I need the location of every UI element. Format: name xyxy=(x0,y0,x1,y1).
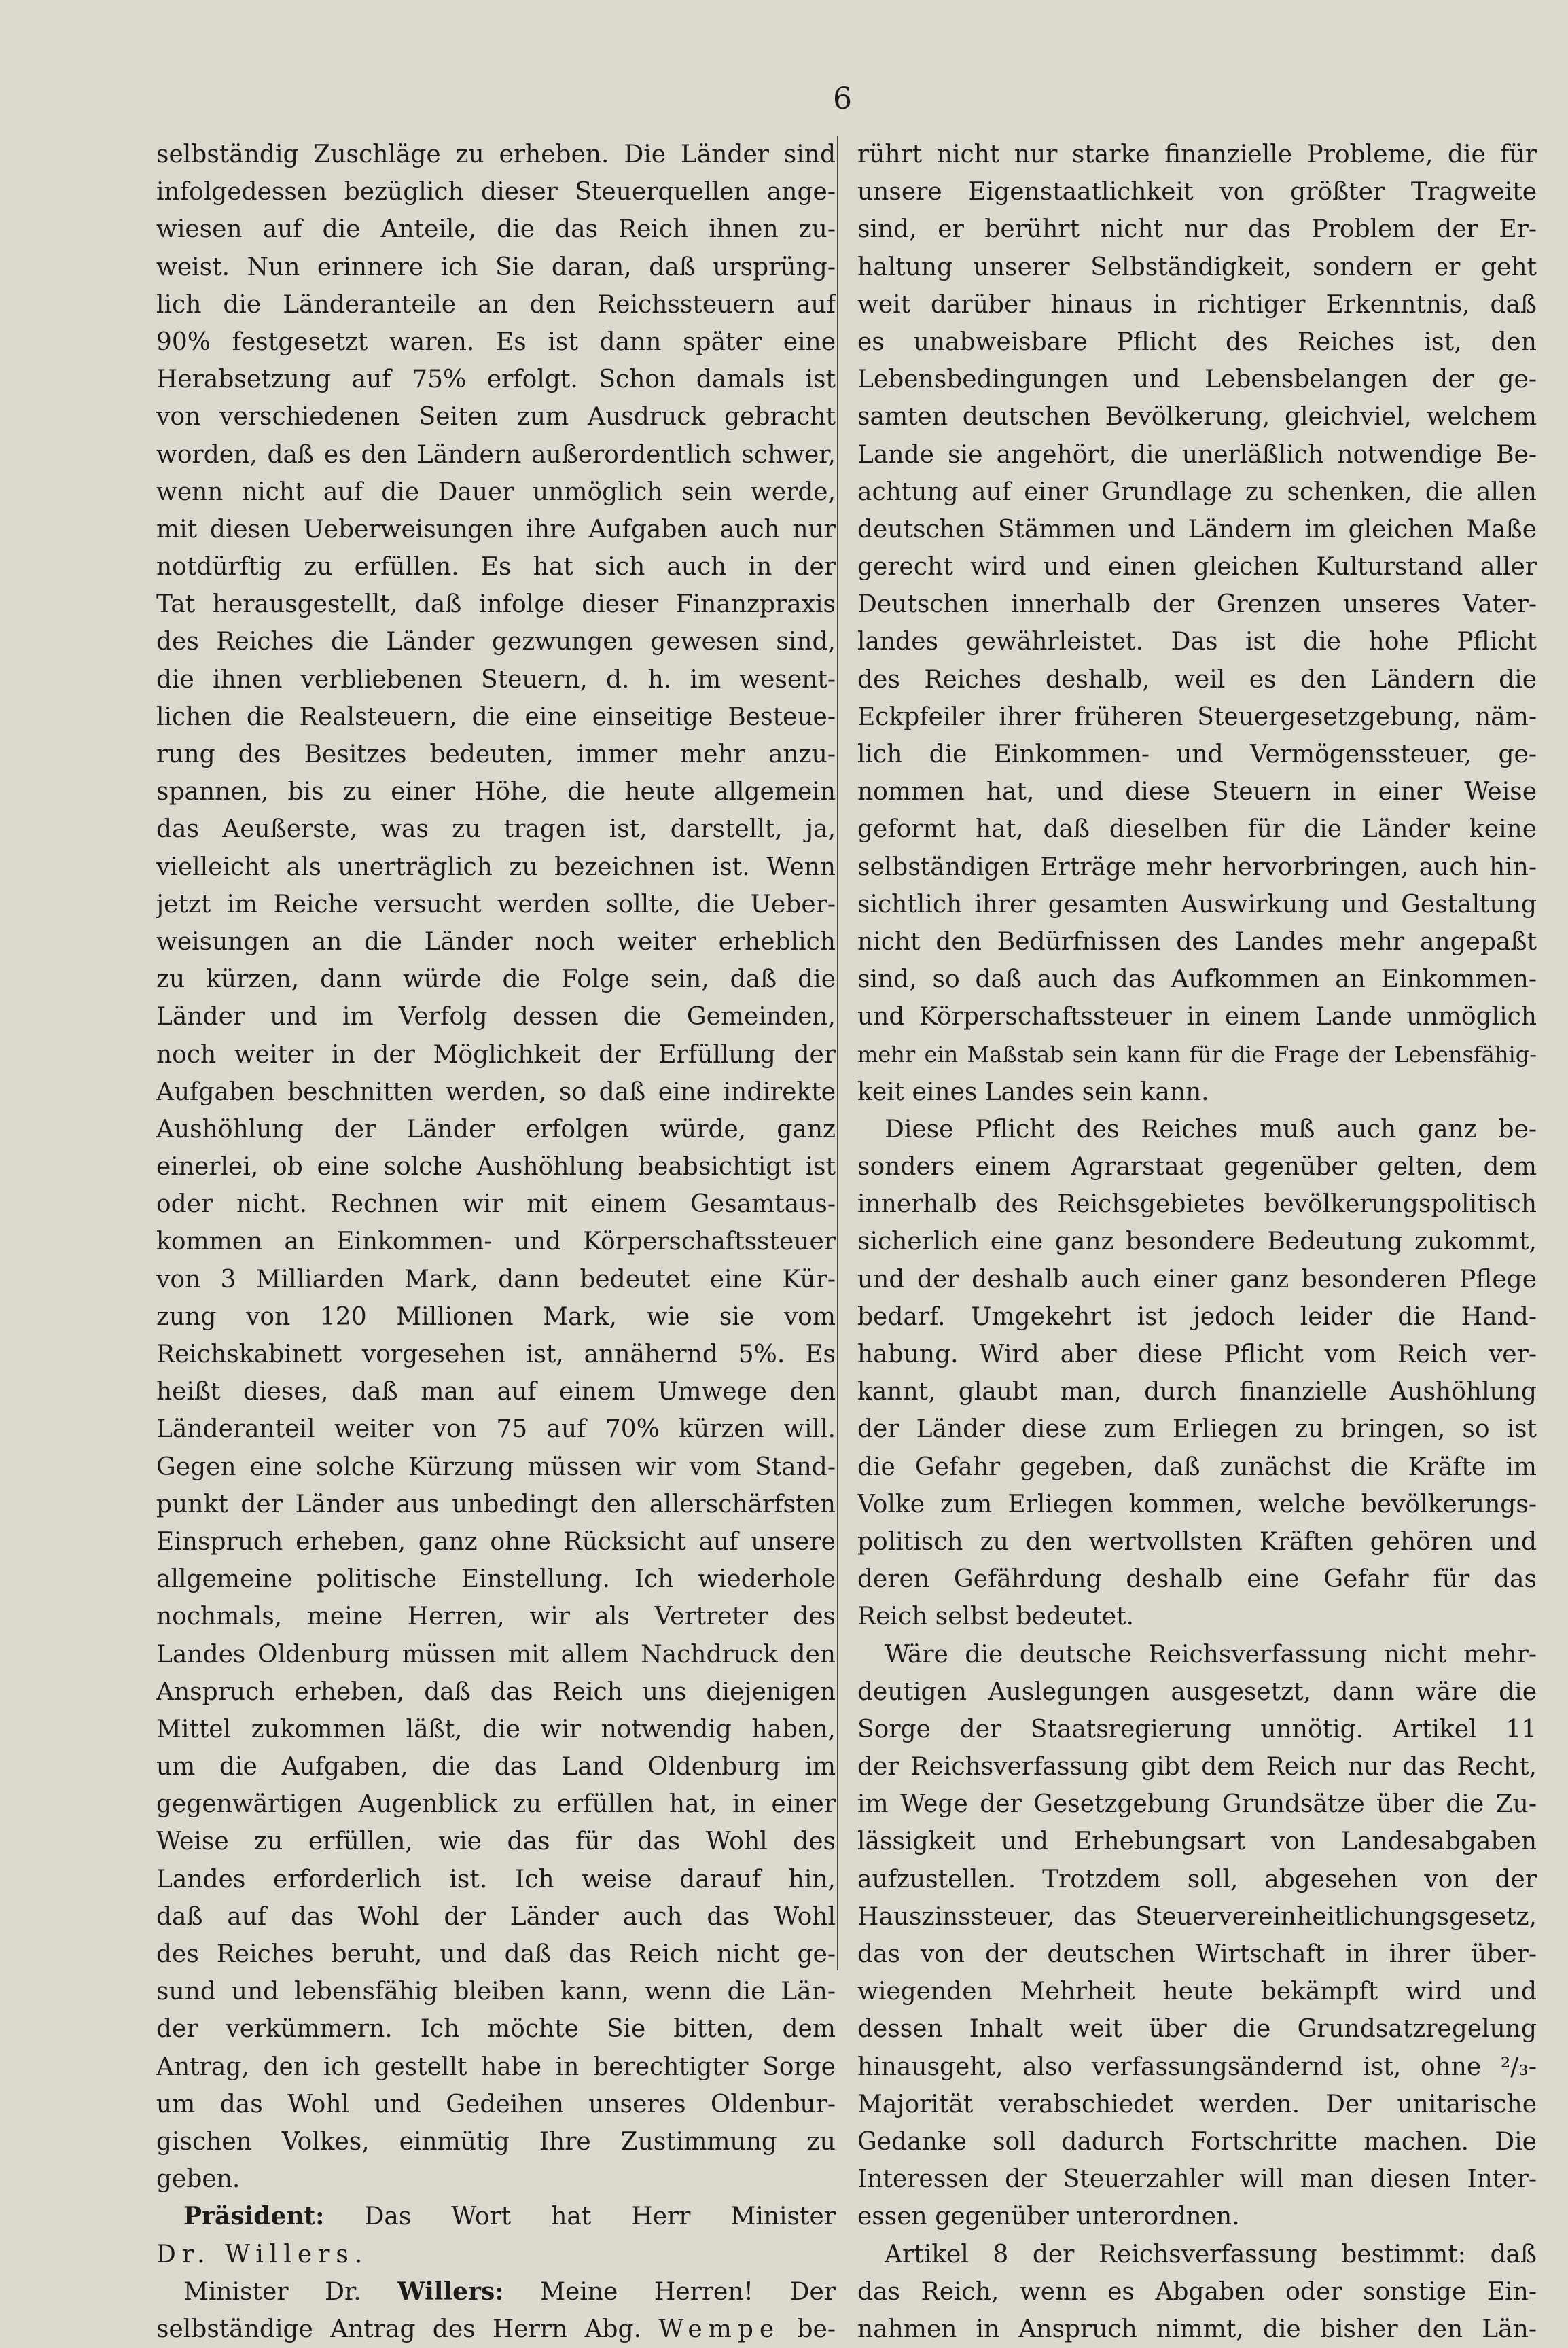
page-number: 6 xyxy=(833,82,852,116)
text-line: weist. Nun erinnere ich Sie daran, daß ursprüng- xyxy=(156,253,836,281)
text-line: des Reiches deshalb, weil es den Ländern die xyxy=(857,665,1537,694)
text-line: kommen an Einkommen- und Körperschaftssteuer xyxy=(156,1228,836,1256)
text-line: sund und lebensfähig bleiben kann, wenn die Län- xyxy=(156,1978,836,2006)
text-line: sichtlich ihrer gesamten Auswirkung und Gestaltung xyxy=(857,890,1537,919)
minister-name: Dr. Willers. xyxy=(156,2240,369,2269)
text-line: noch weiter in der Möglichkeit der Erfüllung der xyxy=(156,1040,836,1069)
text-line: keit eines Landes sein kann. xyxy=(857,1078,1209,1106)
text-line: um die Aufgaben, die das Land Oldenburg im xyxy=(156,1753,836,1781)
text-line: Landes erforderlich ist. Ich weise darauf hin, xyxy=(156,1865,836,1893)
text-line: Majorität verabschiedet werden. Der unitarische xyxy=(857,2090,1537,2118)
text-line: deren Gefährdung deshalb eine Gefahr für das xyxy=(857,1565,1537,1594)
text-line: selbständig Zuschläge zu erheben. Die Länder sind xyxy=(156,141,836,168)
text-line: rührt nicht nur starke finanzielle Probleme, die für xyxy=(857,141,1537,168)
text-line: allgemeine politische Einstellung. Ich wiederhole xyxy=(156,1565,836,1594)
text-line: habung. Wird aber diese Pflicht vom Reich ver- xyxy=(857,1340,1537,1368)
text-line: haltung unserer Selbständigkeit, sondern er geht xyxy=(857,253,1537,281)
text-line: des Reiches beruht, und daß das Reich nicht ge- xyxy=(156,1940,836,1968)
text-line: die Gefahr gegeben, daß zunächst die Kräfte im xyxy=(857,1453,1537,1481)
text-line: notdürftig zu erfüllen. Es hat sich auch in der xyxy=(156,553,836,582)
text-line: um das Wohl und Gedeihen unseres Oldenbur- xyxy=(156,2090,836,2118)
text-line: Gegen eine solche Kürzung müssen wir vom Stand- xyxy=(156,1453,836,1481)
text-line: Mittel zukommen läßt, die wir notwendig haben, xyxy=(156,1715,836,1743)
text-line: lich die Länderanteile an den Reichssteuern auf xyxy=(156,290,836,319)
president-line xyxy=(156,2198,836,2235)
text-line: Lande sie angehört, die unerläßlich notwendige Be- xyxy=(857,440,1537,469)
text-line: unsere Eigenstaatlichkeit von größter Tragweite xyxy=(857,178,1537,207)
text-line: geformt hat, daß dieselben für die Länder keine xyxy=(857,815,1537,844)
text-line: nahmen in Anspruch nimmt, die bisher den Län- xyxy=(857,2315,1537,2343)
text-line: es unabweisbare Pflicht des Reiches ist, den xyxy=(857,327,1537,356)
right-column-paragraphs xyxy=(857,136,1537,2348)
text-line: jetzt im Reiche versucht werden sollte, die Ueber- xyxy=(156,890,836,919)
text-line: infolgedessen bezüglich dieser Steuerquellen ange- xyxy=(156,178,836,207)
text-line: sind, er berührt nicht nur das Problem der Er- xyxy=(857,215,1537,244)
text-line: nommen hat, und diese Steuern in einer Weise xyxy=(857,778,1537,806)
text-line: sicherlich eine ganz besondere Bedeutung zukommt, xyxy=(857,1228,1537,1256)
text-line: lichen die Realsteuern, die eine einseitige Besteue- xyxy=(156,702,836,731)
text-line: Aushöhlung der Länder erfolgen würde, ganz xyxy=(156,1115,836,1143)
left-column-paragraph xyxy=(156,136,836,2198)
text-line: deutigen Auslegungen ausgesetzt, dann wäre die xyxy=(857,1677,1537,1706)
text-line: kannt, glaubt man, durch finanzielle Aushöhlung xyxy=(857,1378,1537,1406)
text-line: weit darüber hinaus in richtiger Erkenntnis, daß xyxy=(857,290,1537,319)
text-line: gegenwärtigen Augenblick zu erfüllen hat, in einer xyxy=(156,1790,836,1819)
text-line: Wäre die deutsche Reichsverfassung nicht mehr- xyxy=(885,1640,1537,1669)
text-line: politisch zu den wertvollsten Kräften gehören und xyxy=(857,1527,1537,1556)
text-line: vielleicht als unerträglich zu bezeichnen ist. Wenn xyxy=(156,853,836,881)
text-line: lässigkeit und Erhebungsart von Landesabgaben xyxy=(857,1828,1537,1856)
text-line: sind, so daß auch das Aufkommen an Einkommen- xyxy=(857,965,1537,994)
text-line: zung von 120 Millionen Mark, wie sie vom xyxy=(156,1302,836,1331)
text-line: nochmals, meine Herren, wir als Vertreter des xyxy=(156,1603,836,1631)
text-line: Deutschen innerhalb der Grenzen unseres Vater- xyxy=(857,590,1537,619)
text-line: Reichskabinett vorgesehen ist, annähernd 5%. Es xyxy=(156,1340,836,1368)
text-line: von 3 Milliarden Mark, dann bedeutet eine Kür- xyxy=(156,1265,836,1294)
text-line: Einspruch erheben, ganz ohne Rücksicht auf unsere xyxy=(156,1527,836,1556)
text-line: Länderanteil weiter von 75 auf 70% kürzen will. xyxy=(156,1415,836,1444)
text-line: landes gewährleistet. Das ist die hohe Pflicht xyxy=(857,628,1537,656)
text-line: zu kürzen, dann würde die Folge sein, daß die xyxy=(156,965,836,994)
text-line: im Wege der Gesetzgebung Grundsätze über die Zu- xyxy=(857,1790,1537,1819)
text-line: oder nicht. Rechnen wir mit einem Gesamtaus- xyxy=(156,1190,836,1219)
text-line: mehr ein Maßstab sein kann für die Frage der Lebensfähig- xyxy=(857,1041,1537,1067)
text-line: hinausgeht, also verfassungsändernd ist, ohne ²/₃- xyxy=(857,2052,1537,2081)
text-line: Länder und im Verfolg dessen die Gemeinden, xyxy=(156,1003,836,1031)
text-line: punkt der Länder aus unbedingt den allerschärfsten xyxy=(156,1490,836,1518)
text-line: wenn nicht auf die Dauer unmöglich sein werde, xyxy=(156,478,836,506)
text-line: und der deshalb auch einer ganz besonderen Pflege xyxy=(857,1265,1537,1294)
text-line: Hauszinssteuer, das Steuervereinheitlichungsgesetz, xyxy=(857,1902,1537,1931)
text-line: und Körperschaftssteuer in einem Lande unmöglich xyxy=(857,1003,1537,1031)
text-line: Weise zu erfüllen, wie das für das Wohl des xyxy=(156,1828,836,1856)
text-line: Anspruch erheben, daß das Reich uns diejenigen xyxy=(156,1677,836,1706)
text-line: Reich selbst bedeutet. xyxy=(857,1603,1135,1631)
text-line: weisungen an die Länder noch weiter erheblich xyxy=(156,927,836,956)
text-line: wiesen auf die Anteile, die das Reich ihnen zu- xyxy=(156,215,836,244)
text-line: Lebensbedingungen und Lebensbelangen der ge- xyxy=(857,366,1537,394)
text-line: deutschen Stämmen und Ländern im gleichen Maße xyxy=(857,515,1537,544)
text-line: das Reich, wenn es Abgaben oder sonstige Ein- xyxy=(857,2277,1537,2306)
minister-line-2 xyxy=(156,2311,836,2348)
text-line: gerecht wird und einen gleichen Kulturstand aller xyxy=(857,553,1537,582)
text-line: mit diesen Ueberweisungen ihre Aufgaben auch nur xyxy=(156,515,836,544)
text-line: dessen Inhalt weit über die Grundsatzregelung xyxy=(857,2015,1537,2044)
text-line: geben. xyxy=(156,2165,240,2194)
speaker-label-minister: Willers: xyxy=(397,2277,504,2306)
text-line: bedarf. Umgekehrt ist jedoch leider die Hand- xyxy=(857,1302,1537,1331)
speaker-label-president: Präsident: xyxy=(183,2202,325,2231)
right-column xyxy=(857,136,1537,2348)
minister-prefix: Minister Dr. xyxy=(183,2277,361,2306)
text-line: Diese Pflicht des Reiches muß auch ganz be- xyxy=(885,1115,1537,1143)
minister-line2-tail: be- xyxy=(797,2315,836,2343)
text-line: essen gegenüber unterordnen. xyxy=(857,2203,1240,2231)
deputy-name: Wempe xyxy=(658,2315,781,2343)
text-line: Landes Oldenburg müssen mit allem Nachdruck den xyxy=(156,1640,836,1669)
text-line: Gedanke soll dadurch Fortschritte machen. Die xyxy=(857,2127,1537,2156)
text-line: innerhalb des Reichsgebietes bevölkerungspolitisch xyxy=(857,1190,1537,1219)
minister-text: Meine Herren! Der xyxy=(540,2277,836,2306)
text-line: rung des Besitzes bedeuten, immer mehr anzu- xyxy=(156,741,836,768)
left-column xyxy=(156,136,836,2348)
text-line: Artikel 8 der Reichsverfassung bestimmt: daß xyxy=(885,2240,1537,2269)
text-line: Antrag, den ich gestellt habe in berechtigter Sorge xyxy=(156,2052,836,2081)
text-line: Tat herausgestellt, daß infolge dieser Finanzpraxis xyxy=(156,590,836,619)
text-line: Aufgaben beschnitten werden, so daß eine indirekte xyxy=(156,1078,836,1106)
text-line: von verschiedenen Seiten zum Ausdruck gebracht xyxy=(156,403,836,431)
text-line: achtung auf einer Grundlage zu schenken, die allen xyxy=(857,478,1537,506)
president-name-line xyxy=(156,2236,836,2273)
minister-line2-text: selbständige Antrag des Herrn Abg. xyxy=(156,2315,642,2343)
text-line: wiegenden Mehrheit heute bekämpft wird und xyxy=(857,1978,1537,2006)
text-line: daß auf das Wohl der Länder auch das Wohl xyxy=(156,1902,836,1931)
text-line: gischen Volkes, einmütig Ihre Zustimmung zu xyxy=(156,2127,836,2156)
text-line: Eckpfeiler ihrer früheren Steuergesetzgebung, näm- xyxy=(857,702,1537,731)
president-text: Das Wort hat Herr Minister xyxy=(364,2203,836,2231)
text-line: Volke zum Erliegen kommen, welche bevölkerungs- xyxy=(857,1490,1537,1518)
text-line: der verkümmern. Ich möchte Sie bitten, dem xyxy=(156,2015,836,2044)
text-line: 90% festgesetzt waren. Es ist dann später eine xyxy=(156,327,836,356)
minister-line xyxy=(156,2273,836,2311)
text-line: nicht den Bedürfnissen des Landes mehr angepaßt xyxy=(857,927,1537,956)
text-line: das von der deutschen Wirtschaft in ihrer über- xyxy=(857,1940,1537,1968)
text-line: lich die Einkommen- und Vermögenssteuer, ge- xyxy=(857,741,1537,768)
text-line: aufzustellen. Trotzdem soll, abgesehen von der xyxy=(857,1865,1537,1893)
text-line: der Länder diese zum Erliegen zu bringen, so ist xyxy=(857,1415,1537,1444)
text-line: einerlei, ob eine solche Aushöhlung beabsichtigt ist xyxy=(156,1153,836,1181)
text-line: Herabsetzung auf 75% erfolgt. Schon damals ist xyxy=(156,366,836,394)
text-line: das Aeußerste, was zu tragen ist, darstellt, ja, xyxy=(156,815,836,844)
text-line: die ihnen verbliebenen Steuern, d. h. im wesent- xyxy=(156,665,836,694)
text-line: sonders einem Agrarstaat gegenüber gelten, dem xyxy=(857,1153,1537,1181)
text-line: Sorge der Staatsregierung unnötig. Artikel 11 xyxy=(857,1715,1537,1743)
text-line: spannen, bis zu einer Höhe, die heute allgemein xyxy=(156,778,836,806)
text-line: der Reichsverfassung gibt dem Reich nur das Recht, xyxy=(857,1753,1537,1781)
text-line: heißt dieses, daß man auf einem Umwege den xyxy=(156,1378,836,1406)
text-line: Interessen der Steuerzahler will man diesen Inter- xyxy=(857,2165,1537,2194)
text-line: samten deutschen Bevölkerung, gleichviel, welchem xyxy=(857,403,1537,431)
text-line: selbständigen Erträge mehr hervorbringen, auch hin- xyxy=(857,853,1537,881)
text-line: worden, daß es den Ländern außerordentlich schwer, xyxy=(156,440,836,469)
text-line: des Reiches die Länder gezwungen gewesen sind, xyxy=(156,628,836,656)
column-divider xyxy=(837,136,838,1970)
